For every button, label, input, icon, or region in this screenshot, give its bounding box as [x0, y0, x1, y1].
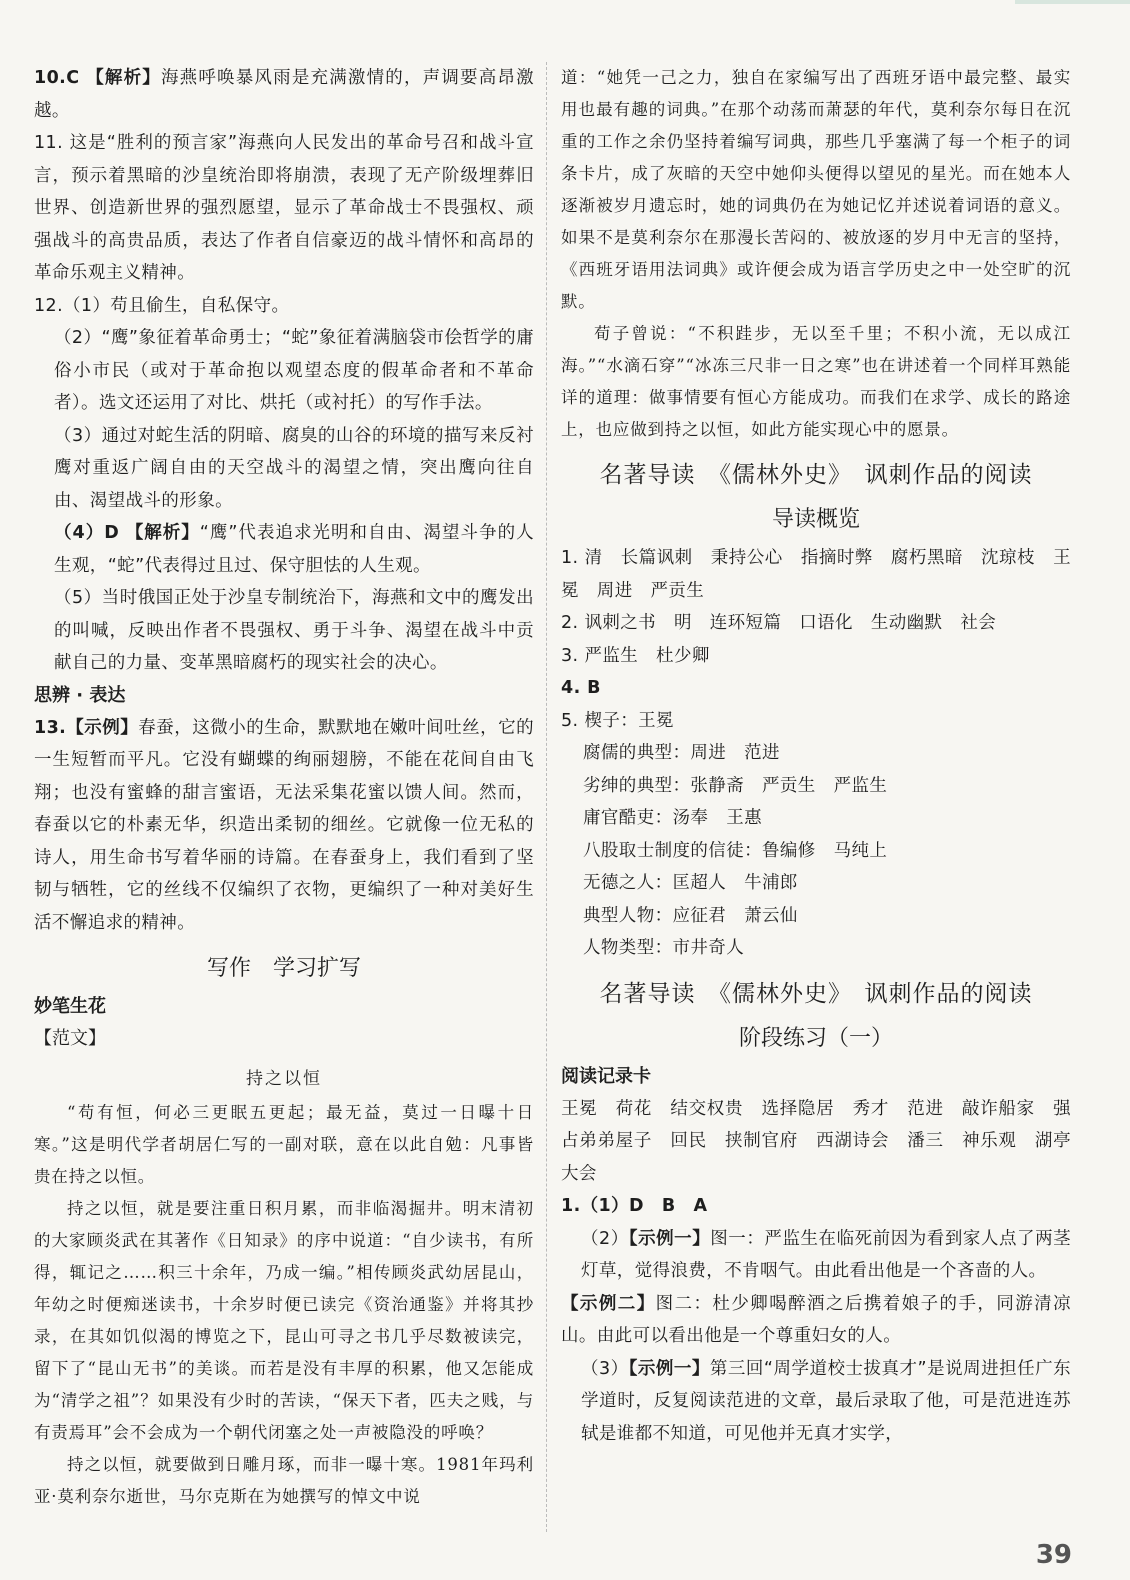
overview-item: 3. 严监生 杜少卿 [561, 645, 710, 666]
essay-paragraph-1: “苟有恒，何必三更眠五更起；最无益，莫过一日曝十日寒。”这是明代学者胡居仁写的一副对联，意在以此自勉：凡事皆贵在持之以恒。 [34, 1103, 534, 1186]
answer-2: （2）【示例一】图一：严监生在临死前因为看到家人点了两茎灯草，觉得浪费，不肯咽气。由此看出他是一个吝啬的人。 [581, 1228, 1072, 1281]
q5-line: 无德之人：匡超人 牛浦郎 [583, 873, 798, 893]
q5-line: 庸官酷吏：汤奉 王惠 [583, 808, 762, 828]
top-edge-bar [1015, 0, 1130, 4]
subheading-stage-practice: 阶段练习（一） [738, 1025, 893, 1051]
answer-3: （3）【示例一】第三回“周学道校士拔真才”是说周进担任广东学道时，反复阅读范进的文章，最后录取了他，可是范进连苏轼是谁都不知道，可见他并无真才实学， [581, 1358, 1072, 1444]
q12-part1: 12.（1）苟且偷生，自私保守。 [34, 295, 290, 316]
q12-part5: （5）当时俄国正处于沙皇专制统治下，海燕和文中的鹰发出的叫喊，反映出作者不畏强权、勇于斗争、渴望在战斗中贡献自己的力量、变革黑暗腐朽的现实社会的决心。 [54, 588, 534, 673]
overview-item: 4. B [561, 678, 601, 698]
essay-paragraph-3: 持之以恒，就要做到日雕月琢，而非一曝十寒。1981年玛利亚·莫利奈尔逝世，马尔克斯在为她撰写的悼文中说 [34, 1455, 534, 1506]
answer-1: 1.（1）D B A [561, 1196, 708, 1216]
subheading-overview: 导读概览 [771, 507, 860, 532]
overview-item: 2. 讽刺之书 明 连环短篇 口语化 生动幽默 社会 [561, 613, 997, 633]
q5-line: 劣绅的典型：张静斋 严贡生 严监生 [583, 775, 888, 796]
writing-title: 写作 学习扩写 [206, 956, 361, 981]
essay-paragraph-2: 持之以恒，就是要注重日积月累，而非临渴掘井。明末清初的大家顾炎武在其著作《日知录》的序中说道：“自少读书，有所得，辄记之……积三十余年，乃成一编。”相传顾炎武幼居昆山，年幼之时便痴迷读书，十余岁时便已读完《资治通鉴》并将其抄录，在其如饥似渴的博览之下，昆山可寻之书几乎尽数被读完，留下了“昆山无书”的美谈。而若是没有丰厚的积累，他又怎能成为“清学之祖”？如果没有少时的苦读，“保天下者，匹夫之贱，与有责焉耳”会不会成为一个朝代闭塞之处一声被隐没的呼唤？ [34, 1199, 534, 1442]
reading-card-heading: 阅读记录卡 [561, 1065, 651, 1087]
page-number: 39 [1035, 1540, 1072, 1570]
column-divider [546, 62, 547, 1532]
right-column [561, 62, 1071, 1450]
fanwen-label: 【范文】 [34, 1028, 106, 1049]
section-heading-siban: 思辨 · 表达 [34, 684, 126, 706]
left-column [34, 62, 534, 1513]
q12-part4: （4）D 【解析】“鹰”代表追求光明和自由、渴望斗争的人生观，“蛇”代表得过且过、保守胆怯的人生观。 [54, 523, 534, 576]
q5-line: 腐儒的典型：周进 范进 [583, 743, 780, 763]
miaobi-heading: 妙笔生花 [34, 996, 106, 1017]
reading-card-text: 王冕 荷花 结交权贵 选择隐居 秀才 范进 敲诈船家 强占弟弟屋子 回民 挟制官府 西湖诗会 潘三 神乐观 湖亭大会 [561, 1098, 1071, 1184]
essay-paragraph-3-cont: 道：“她凭一己之力，独自在家编写出了西班牙语中最完整、最实用也最有趣的词典。”在那个动荡而萧瑟的年代，莫利奈尔每日在沉重的工作之余仍坚持着编写词典，那些几乎塞满了每一个柜子的词条卡片，成了灰暗的天空中她仰头便得以望见的星光。而在她本人逐渐被岁月遗忘时，她的词典仍在为她记忆并述说着词语的意义。如果不是莫利奈尔在那漫长苦闷的、被放逐的岁月中无言的坚持，《西班牙语用法词典》或许便会成为语言学历史之中一处空旷的沉默。 [561, 68, 1071, 311]
q13: 13.【示例】春蚕，这微小的生命，默默地在嫩叶间吐丝，它的一生短暂而平凡。它没有蝴蝶的绚丽翅膀，不能在花间自由飞翔；也没有蜜蜂的甜言蜜语，无法采集花蜜以馈人间。然而，春蚕以它的朴素无华，织造出柔韧的细丝。它就像一位无私的诗人，用生命书写着华丽的诗篇。在春蚕身上，我们看到了坚韧与牺牲，它的丝线不仅编织了衣物，更编织了一种对美好生活不懈追求的精神。 [34, 717, 534, 933]
essay-title: 持之以恒 [246, 1069, 322, 1089]
section-heading-rulin-2: 名著导读 《儒林外史》 讽刺作品的阅读 [599, 980, 1033, 1007]
q5-line: 人物类型：市井奇人 [583, 938, 745, 958]
overview-item: 1. 清 长篇讽刺 秉持公心 指摘时弊 腐朽黑暗 沈琼枝 王冕 周进 严贡生 [561, 548, 1071, 601]
q10: 10.C 【解析】海燕呼唤暴风雨是充满激情的，声调要高昂激越。 [34, 68, 534, 121]
essay-paragraph-4: 荀子曾说：“不积跬步，无以至千里；不积小流，无以成江海。”“水滴石穿”“冰冻三尺非一日之寒”也在讲述着一个同样耳熟能详的道理：做事情要有恒心方能成功。而我们在求学、成长的路途上，也应做到持之以恒，如此方能实现心中的愿景。 [561, 324, 1071, 439]
q12-part3: （3）通过对蛇生活的阴暗、腐臭的山谷的环境的描写来反衬鹰对重返广阔自由的天空战斗的渴望之情，突出鹰向往自由、渴望战斗的形象。 [54, 425, 534, 511]
q5-line: 八股取士制度的信徒：鲁编修 马纯上 [583, 840, 888, 861]
q11: 11. 这是“胜利的预言家”海燕向人民发出的革命号召和战斗宣言，预示着黑暗的沙皇统治即将崩溃，表现了无产阶级埋葬旧世界、创造新世界的强烈愿望，显示了革命战士不畏强权、顽强战斗的高贵品质，表达了作者自信豪迈的战斗情怀和高昂的革命乐观主义精神。 [34, 133, 534, 283]
q5-label: 5. 楔子：王冕 [561, 710, 674, 731]
section-heading-rulin-1: 名著导读 《儒林外史》 讽刺作品的阅读 [599, 462, 1033, 488]
q12-part2: （2）“鹰”象征着革命勇士；“蛇”象征着满脑袋市侩哲学的庸俗小市民（或对于革命抱以观望态度的假革命者和不革命者）。选文还运用了对比、烘托（或衬托）的写作手法。 [54, 328, 534, 413]
q5-line: 典型人物：应征君 萧云仙 [583, 905, 798, 926]
answer-2b: 【示例二】图二：杜少卿喝醉酒之后携着娘子的手，同游清凉山。由此可以看出他是一个尊重妇女的人。 [561, 1293, 1071, 1346]
